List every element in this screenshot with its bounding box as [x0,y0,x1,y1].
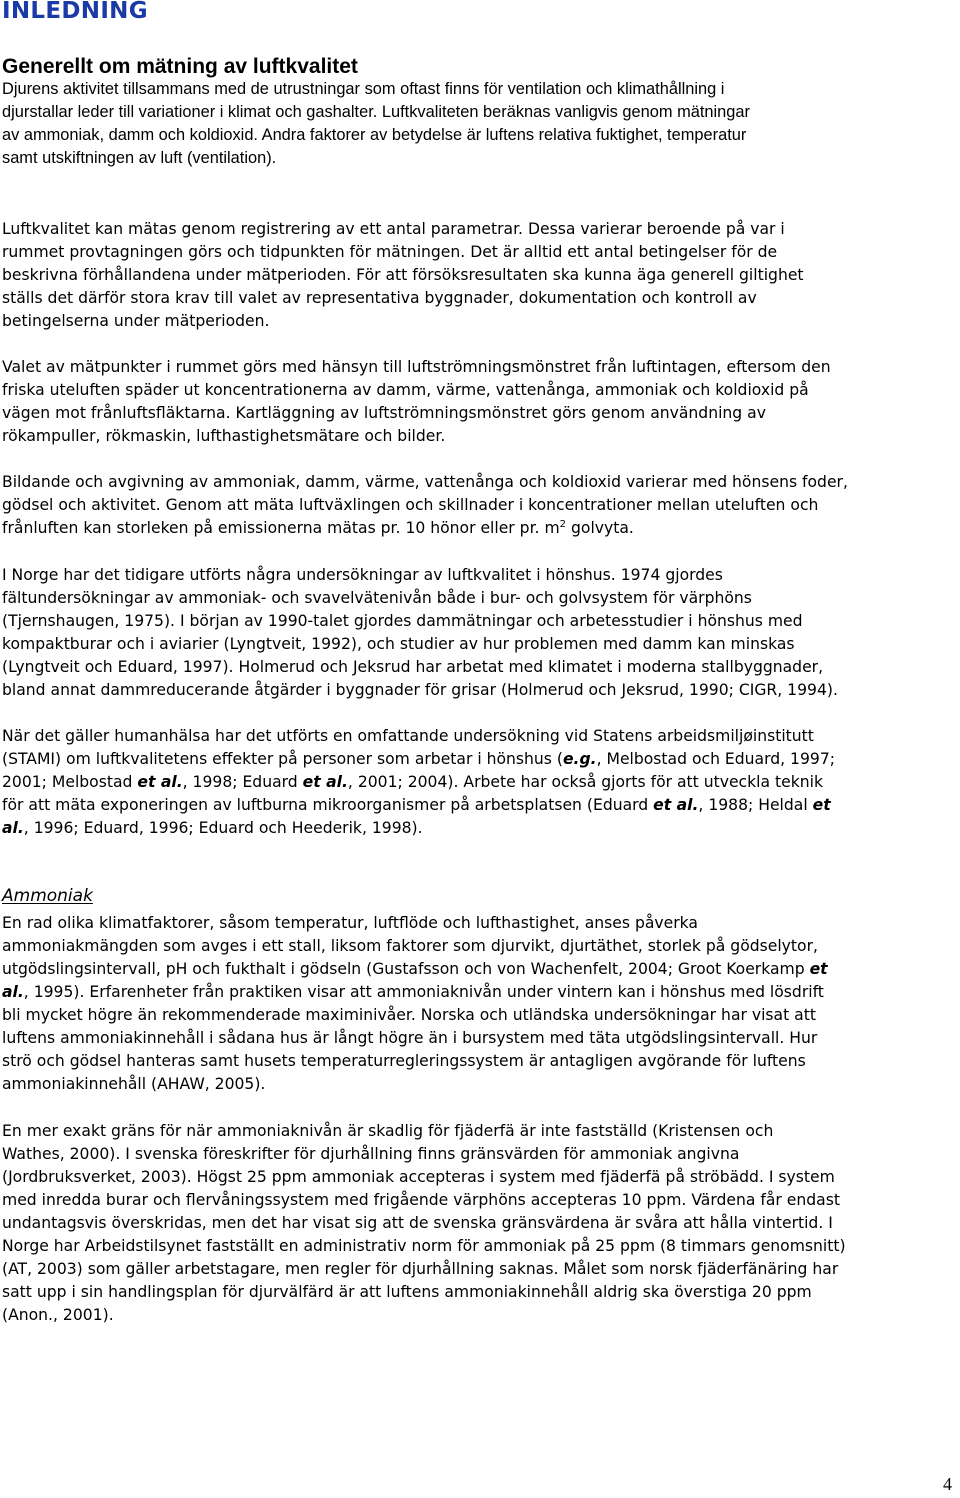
text-run: , 1988; Heldal [698,796,813,814]
text-line: med inredda burar och flervåningssystem med frigående värphöns accepteras 10 ppm. Värdena får endast [2,1191,840,1209]
text-line: strö och gödsel hanteras samt husets temperaturregleringssystem är antagligen avgörande för luftens [2,1052,806,1070]
italic-run: et al. [302,773,348,791]
text-line: (Jordbruksverket, 2003). Högst 25 ppm ammoniak accepteras i system med fjäderfä på ströbädd. I system [2,1168,835,1186]
italic-run: al. [2,983,24,1001]
text-line: En mer exakt gräns för när ammoniaknivån är skadlig för fjäderfä är inte fastställd (Kristensen och [2,1122,774,1140]
text-run: , 2001; 2004). Arbete har också gjorts för att utveckla teknik [347,773,823,791]
text-line [2,794,960,817]
paragraph-norway-studies [2,564,960,702]
text-run: utgödslingsintervall, pH och fukthalt i gödseln (Gustafsson och von Wachenfelt, 2004; Groot Koerkamp [2,960,810,978]
italic-run: et [812,796,831,814]
text-line: (Anon., 2001). [2,1306,114,1324]
text-line [2,748,960,771]
text-run: , 1995). Erfarenheter från praktiken visar att ammoniaknivån under vintern kan i hönshus med lösdrift [23,983,824,1001]
text-line [2,771,960,794]
text-line [2,981,960,1004]
document-page [2,0,956,1498]
text-line: Luftkvalitet kan mätas genom registrering av ett antal parametrar. Dessa varierar beroende på var i [2,220,785,238]
text-line: samt utskiftningen av luft (ventilation). [2,149,277,167]
text-line: ammoniakmängden som avges i ett stall, liksom faktorer som djurvikt, djurtäthet, storlek på gödselytor, [2,937,818,955]
text-line: Valet av mätpunkter i rummet görs med hänsyn till luftströmningsmönstret från luftintagen, eftersom den [2,358,831,376]
italic-run: al. [2,819,24,837]
text-line: rökampuller, rökmaskin, lufthastighetsmätare och bilder. [2,427,446,445]
paragraph-intro [2,78,960,170]
paragraph-measuring-points [2,356,960,448]
paragraph-ammonia-limits [2,1120,960,1327]
text-line: rummet provtagningen görs och tidpunkten för mätningen. Det är alltid ett antal betingelser för de [2,243,778,261]
text-line [2,517,960,540]
text-line [2,817,960,840]
text-line: av ammoniak, damm och koldioxid. Andra faktorer av betydelse är luftens relativa fuktighet, temperatur [2,126,747,144]
text-line: bland annat dammreducerande åtgärder i byggnader för grisar (Holmerud och Jeksrud, 1990; CIGR, 1994). [2,681,838,699]
text-run: 2001; Melbostad [2,773,138,791]
paragraph-emissions [2,471,960,540]
text-run: , 1998; Eduard [182,773,303,791]
text-run: , Melbostad och Eduard, 1997; [596,750,835,768]
text-run: , 1996; Eduard, 1996; Eduard och Heederik, 1998). [23,819,423,837]
italic-run: e.g. [562,750,597,768]
page-number: 4 [943,1474,952,1494]
text-line [2,958,960,981]
text-line: fältundersökningar av ammoniak- och svavelvätenivån både i bur- och golvsystem för värphöns [2,589,752,607]
paragraph-parameters [2,218,960,333]
superscript: 2 [559,518,567,530]
text-line: kompaktburar och i aviarier (Lyngtveit, 1992), och studier av hur problemen med damm kan minskas [2,635,795,653]
text-line: (AT, 2003) som gäller arbetstagare, men regler för djurhållning saknas. Målet som norsk fjäderfänäring har [2,1260,839,1278]
text-line: undantagsvis överskridas, men det har visat sig att de svenska gränsvärdena är svåra att hålla vintertid. I [2,1214,833,1232]
text-line: En rad olika klimatfaktorer, såsom temperatur, luftflöde och lufthastighet, anses påverka [2,914,698,932]
text-run: (STAMI) om luftkvalitetens effekter på personer som arbetar i hönshus ( [2,750,563,768]
text-line: betingelserna under mätperioden. [2,312,270,330]
text-line: beskrivna förhållandena under mätperioden. För att försöksresultaten ska kunna äga generell giltighet [2,266,804,284]
text-line: Bildande och avgivning av ammoniak, damm, värme, vattenånga och koldioxid varierar med hönsens foder, [2,473,848,491]
text-run: golvyta. [566,519,634,537]
text-line: friska uteluften späder ut koncentrationerna av damm, värme, vattenånga, ammoniak och koldioxid på [2,381,809,399]
italic-run: et al. [653,796,699,814]
text-line: (Tjernshaugen, 1975). I början av 1990-talet gjordes dammätningar och arbetesstudier i hönshus med [2,612,803,630]
text-line: djurstallar leder till variationer i klimat och gashalter. Luftkvaliteten beräknas vanligvis genom mätningar [2,103,750,121]
italic-run: et al. [137,773,183,791]
section-title: Generellt om mätning av luftkvalitet [2,55,358,78]
text-line: Norge har Arbeidstilsynet fastställt en administrativ norm för ammoniak på 25 ppm (8 timmars genomsnitt) [2,1237,846,1255]
text-line: I Norge har det tidigare utförts några undersökningar av luftkvalitet i hönshus. 1974 gjordes [2,566,723,584]
italic-run: et [809,960,828,978]
paragraph-ammonia-factors [2,912,960,1096]
text-line: (Lyngtveit och Eduard, 1997). Holmerud och Jeksrud har arbetat med klimatet i moderna stallbyggnader, [2,658,824,676]
chapter-heading: INLEDNING [2,0,148,24]
text-line: gödsel och aktivitet. Genom att mäta luftväxlingen och skillnader i koncentrationer mellan uteluften och [2,496,819,514]
text-line: luftens ammoniakinnehåll i sådana hus är långt högre än i bursystem med täta utgödslingsintervall. Hur [2,1029,818,1047]
text-line: När det gäller humanhälsa har det utförts en omfattande undersökning vid Statens arbeidsmiljøinstitutt [2,727,814,745]
paragraph-human-health [2,725,960,840]
text-line: ställs det därför stora krav till valet av representativa byggnader, dokumentation och kontroll av [2,289,757,307]
text-line: satt upp i sin handlingsplan för djurvälfärd är att luftens ammoniakinnehåll aldrig ska överstiga 20 ppm [2,1283,812,1301]
text-line: ammoniakinnehåll (AHAW, 2005). [2,1075,266,1093]
subheading-ammoniak: Ammoniak [2,886,93,906]
text-run: för att mäta exponeringen av luftburna mikroorganismer på arbetsplatsen (Eduard [2,796,654,814]
text-line: bli mycket högre än rekommenderade maximinivåer. Norska och utländska undersökningar har visat att [2,1006,816,1024]
text-run: frånluften kan storleken på emissionerna mätas pr. 10 hönor eller pr. m [2,519,560,537]
text-line: Wathes, 2000). I svenska föreskrifter för djurhållning finns gränsvärden för ammoniak angivna [2,1145,740,1163]
text-line: Djurens aktivitet tillsammans med de utrustningar som oftast finns för ventilation och klimathållning i [2,80,725,98]
text-line: vägen mot frånluftsfläktarna. Kartläggning av luftströmningsmönstret görs genom användning av [2,404,766,422]
